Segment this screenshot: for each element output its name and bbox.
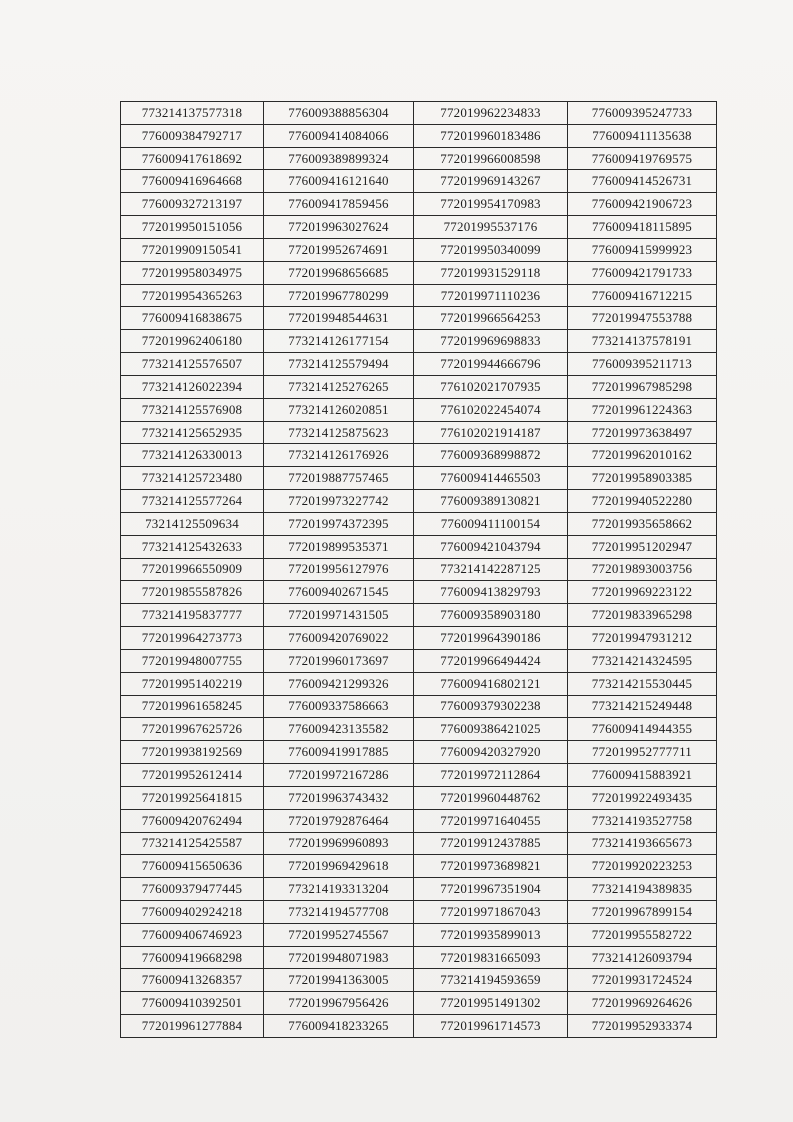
table-cell: 776009413268357 (121, 969, 264, 992)
table-cell: 772019940522280 (568, 490, 717, 513)
table-cell: 772019961277884 (121, 1015, 264, 1038)
table-cell: 773214137578191 (568, 330, 717, 353)
table-cell: 772019947553788 (568, 307, 717, 330)
table-cell: 772019967899154 (568, 900, 717, 923)
table-cell: 773214193313204 (264, 878, 414, 901)
table-cell: 773214126176926 (264, 444, 414, 467)
table-cell: 776009389130821 (414, 490, 568, 513)
table-cell: 776009414465503 (414, 467, 568, 490)
table-cell: 772019971431505 (264, 604, 414, 627)
table-cell: 73214125509634 (121, 512, 264, 535)
table-row (121, 718, 717, 741)
table-row (121, 375, 717, 398)
table-row (121, 124, 717, 147)
table-cell: 776009379302238 (414, 695, 568, 718)
table-row (121, 649, 717, 672)
table-cell: 773214125875623 (264, 421, 414, 444)
table-cell: 773214125652935 (121, 421, 264, 444)
table-cell: 772019956127976 (264, 558, 414, 581)
table-cell: 776009421043794 (414, 535, 568, 558)
table-cell: 776009415883921 (568, 764, 717, 787)
table-cell: 773214194577708 (264, 900, 414, 923)
table-cell: 776009418233265 (264, 1015, 414, 1038)
table-row (121, 809, 717, 832)
table-cell: 772019969264626 (568, 992, 717, 1015)
table-cell: 773214193665673 (568, 832, 717, 855)
table-row (121, 855, 717, 878)
table-cell: 776009411100154 (414, 512, 568, 535)
table-cell: 772019948071983 (264, 946, 414, 969)
table-cell: 776009419769575 (568, 147, 717, 170)
table-row (121, 1015, 717, 1038)
table-cell: 773214126330013 (121, 444, 264, 467)
table-cell: 773214215530445 (568, 672, 717, 695)
table-cell: 776009386421025 (414, 718, 568, 741)
table-cell: 776009395247733 (568, 102, 717, 125)
table-cell: 772019958903385 (568, 467, 717, 490)
table-cell: 772019966008598 (414, 147, 568, 170)
table-cell: 776009402924218 (121, 900, 264, 923)
table-cell: 772019960183486 (414, 124, 568, 147)
table-cell: 772019966494424 (414, 649, 568, 672)
table-row (121, 284, 717, 307)
table-cell: 772019961224363 (568, 398, 717, 421)
table-row (121, 672, 717, 695)
table-row (121, 741, 717, 764)
table-row (121, 558, 717, 581)
table-cell: 776009379477445 (121, 878, 264, 901)
table-row (121, 581, 717, 604)
table-cell: 772019899535371 (264, 535, 414, 558)
table-cell: 772019973689821 (414, 855, 568, 878)
table-cell: 772019971867043 (414, 900, 568, 923)
table-row (121, 969, 717, 992)
table-cell: 772019973227742 (264, 490, 414, 513)
table-row (121, 193, 717, 216)
table-cell: 772019955582722 (568, 923, 717, 946)
table-cell: 772019947931212 (568, 627, 717, 650)
table-cell: 772019941363005 (264, 969, 414, 992)
table-cell: 772019948007755 (121, 649, 264, 672)
table-row (121, 444, 717, 467)
table-cell: 772019969223122 (568, 581, 717, 604)
table-cell: 776009416838675 (121, 307, 264, 330)
table-cell: 772019931529118 (414, 261, 568, 284)
table-row (121, 147, 717, 170)
table-cell: 773214193527758 (568, 809, 717, 832)
table-cell: 776009411135638 (568, 124, 717, 147)
table-row (121, 695, 717, 718)
table-cell: 772019938192569 (121, 741, 264, 764)
table-cell: 773214125576507 (121, 353, 264, 376)
table-cell: 773214125425587 (121, 832, 264, 855)
table-cell: 776009368998872 (414, 444, 568, 467)
table-cell: 776009416121640 (264, 170, 414, 193)
table-cell: 776009416712215 (568, 284, 717, 307)
table-cell: 773214125577264 (121, 490, 264, 513)
table-cell: 776009419917885 (264, 741, 414, 764)
table-cell: 772019831665093 (414, 946, 568, 969)
table-cell: 772019964390186 (414, 627, 568, 650)
table-row (121, 992, 717, 1015)
table-cell: 773214137577318 (121, 102, 264, 125)
table-cell: 772019964273773 (121, 627, 264, 650)
table-cell: 772019920223253 (568, 855, 717, 878)
table-row (121, 512, 717, 535)
table-cell: 772019972167286 (264, 764, 414, 787)
table-cell: 772019855587826 (121, 581, 264, 604)
table-cell: 772019935899013 (414, 923, 568, 946)
table-cell: 772019951402219 (121, 672, 264, 695)
table-row (121, 832, 717, 855)
table-cell: 772019912437885 (414, 832, 568, 855)
table-cell: 773214215249448 (568, 695, 717, 718)
table-cell: 776009417859456 (264, 193, 414, 216)
table-cell: 772019950340099 (414, 238, 568, 261)
table-cell: 772019952933374 (568, 1015, 717, 1038)
table-cell: 776009420769022 (264, 627, 414, 650)
table-cell: 772019969429618 (264, 855, 414, 878)
table-body (121, 102, 717, 1038)
table-row (121, 467, 717, 490)
table-row (121, 946, 717, 969)
table-cell: 776009415650636 (121, 855, 264, 878)
table-cell: 772019968656685 (264, 261, 414, 284)
table-cell: 772019961714573 (414, 1015, 568, 1038)
table-cell: 773214126020851 (264, 398, 414, 421)
table-cell: 772019963743432 (264, 786, 414, 809)
table-cell: 772019948544631 (264, 307, 414, 330)
table-row (121, 421, 717, 444)
table-row (121, 604, 717, 627)
table-row (121, 627, 717, 650)
table-cell: 773214125276265 (264, 375, 414, 398)
table-cell: 776009416802121 (414, 672, 568, 695)
table-cell: 776009327213197 (121, 193, 264, 216)
table-cell: 776009420327920 (414, 741, 568, 764)
table-cell: 772019967351904 (414, 878, 568, 901)
table-cell: 772019931724524 (568, 969, 717, 992)
table-cell: 773214214324595 (568, 649, 717, 672)
table-cell: 776009402671545 (264, 581, 414, 604)
table-cell: 773214125576908 (121, 398, 264, 421)
table-cell: 772019962406180 (121, 330, 264, 353)
table-cell: 772019792876464 (264, 809, 414, 832)
table-cell: 772019962234833 (414, 102, 568, 125)
table-cell: 772019922493435 (568, 786, 717, 809)
table-cell: 776102022454074 (414, 398, 568, 421)
table-cell: 77201995537176 (414, 216, 568, 239)
table-row (121, 216, 717, 239)
table-row (121, 490, 717, 513)
table-cell: 772019967625726 (121, 718, 264, 741)
table-row (121, 307, 717, 330)
table-cell: 772019893003756 (568, 558, 717, 581)
table-row (121, 900, 717, 923)
table-cell: 772019951202947 (568, 535, 717, 558)
table-cell: 776009384792717 (121, 124, 264, 147)
table-cell: 776009406746923 (121, 923, 264, 946)
table-cell: 772019972112864 (414, 764, 568, 787)
table-cell: 772019954365263 (121, 284, 264, 307)
table-cell: 776009419668298 (121, 946, 264, 969)
table-cell: 772019935658662 (568, 512, 717, 535)
table-cell: 772019833965298 (568, 604, 717, 627)
table-cell: 772019967780299 (264, 284, 414, 307)
table-cell: 773214125432633 (121, 535, 264, 558)
table-cell: 772019887757465 (264, 467, 414, 490)
table-row (121, 353, 717, 376)
table-cell: 776009415999923 (568, 238, 717, 261)
table-cell: 776009423135582 (264, 718, 414, 741)
table-row (121, 170, 717, 193)
tracking-number-table (120, 101, 717, 1038)
table-cell: 773214142287125 (414, 558, 568, 581)
table-cell: 776009417618692 (121, 147, 264, 170)
table-cell: 773214126022394 (121, 375, 264, 398)
table-cell: 776009414526731 (568, 170, 717, 193)
table-cell: 772019925641815 (121, 786, 264, 809)
table-cell: 772019962010162 (568, 444, 717, 467)
table-row (121, 923, 717, 946)
table-cell: 773214125579494 (264, 353, 414, 376)
table-cell: 772019971110236 (414, 284, 568, 307)
table-cell: 772019951491302 (414, 992, 568, 1015)
table-row (121, 535, 717, 558)
table-row (121, 398, 717, 421)
table-row (121, 261, 717, 284)
table-cell: 772019952777711 (568, 741, 717, 764)
table-row (121, 786, 717, 809)
table-cell: 773214126093794 (568, 946, 717, 969)
table-cell: 772019961658245 (121, 695, 264, 718)
table-cell: 776009421299326 (264, 672, 414, 695)
table-cell: 772019969960893 (264, 832, 414, 855)
table-cell: 772019973638497 (568, 421, 717, 444)
table-cell: 772019960448762 (414, 786, 568, 809)
table-cell: 776102021707935 (414, 375, 568, 398)
table-cell: 776009420762494 (121, 809, 264, 832)
table-cell: 773214194389835 (568, 878, 717, 901)
table-cell: 772019952612414 (121, 764, 264, 787)
table-cell: 776009414084066 (264, 124, 414, 147)
table-cell: 772019954170983 (414, 193, 568, 216)
table-cell: 776009414944355 (568, 718, 717, 741)
table-cell: 776009389899324 (264, 147, 414, 170)
table-cell: 772019969143267 (414, 170, 568, 193)
table-cell: 776009421791733 (568, 261, 717, 284)
table-cell: 776009421906723 (568, 193, 717, 216)
table-cell: 772019971640455 (414, 809, 568, 832)
table-cell: 776102021914187 (414, 421, 568, 444)
table-cell: 772019974372395 (264, 512, 414, 535)
table-cell: 776009395211713 (568, 353, 717, 376)
table-cell: 773214126177154 (264, 330, 414, 353)
table-cell: 772019963027624 (264, 216, 414, 239)
table-cell: 773214194593659 (414, 969, 568, 992)
table-cell: 776009416964668 (121, 170, 264, 193)
table-cell: 776009418115895 (568, 216, 717, 239)
table-cell: 772019952674691 (264, 238, 414, 261)
table-cell: 773214195837777 (121, 604, 264, 627)
table-row (121, 330, 717, 353)
table-cell: 772019966564253 (414, 307, 568, 330)
table-row (121, 102, 717, 125)
table-row (121, 878, 717, 901)
table-cell: 776009388856304 (264, 102, 414, 125)
table-cell: 772019967985298 (568, 375, 717, 398)
table-cell: 772019966550909 (121, 558, 264, 581)
table-cell: 776009413829793 (414, 581, 568, 604)
table-row (121, 764, 717, 787)
table-cell: 773214125723480 (121, 467, 264, 490)
table-cell: 772019952745567 (264, 923, 414, 946)
table-cell: 772019969698833 (414, 330, 568, 353)
table-cell: 776009358903180 (414, 604, 568, 627)
table-cell: 776009410392501 (121, 992, 264, 1015)
table-row (121, 238, 717, 261)
table-cell: 772019967956426 (264, 992, 414, 1015)
table-cell: 772019958034975 (121, 261, 264, 284)
table-cell: 776009337586663 (264, 695, 414, 718)
table-cell: 772019944666796 (414, 353, 568, 376)
table-cell: 772019950151056 (121, 216, 264, 239)
table-cell: 772019909150541 (121, 238, 264, 261)
table-cell: 772019960173697 (264, 649, 414, 672)
